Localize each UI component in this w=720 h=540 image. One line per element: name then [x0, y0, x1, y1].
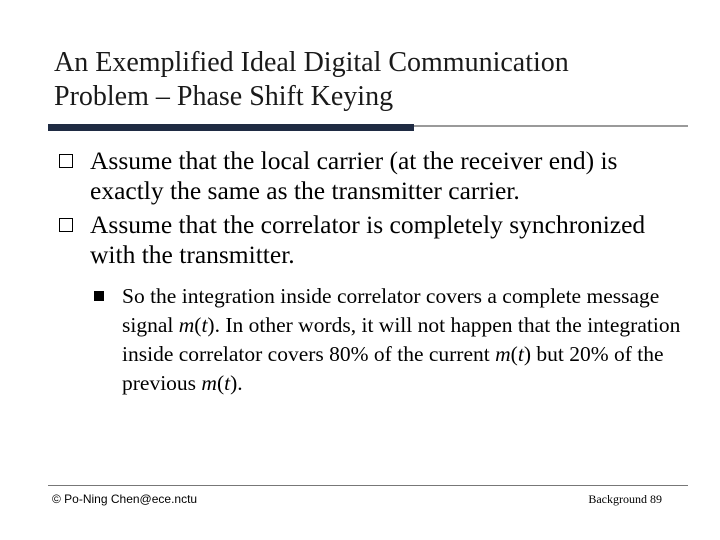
bullet-list — [56, 146, 696, 398]
bullet-text: Assume that the local carrier (at the receiver end) is exactly the same as the transmitter carrier. — [90, 146, 618, 205]
bullet-text: Assume that the correlator is completely synchronized with the transmitter. — [90, 210, 646, 269]
bullet-item — [56, 210, 696, 270]
hollow-square-bullet-icon — [59, 154, 73, 168]
sub-bullet-item — [90, 282, 682, 398]
title-line-2: Problem – Phase Shift Keying — [54, 81, 394, 112]
bullet-item — [56, 146, 696, 206]
slide-title — [54, 46, 674, 114]
footer-page-label: Background 89 — [588, 492, 662, 506]
filled-square-bullet-icon — [94, 291, 104, 301]
title-accent-bar — [48, 124, 414, 131]
footer-divider — [48, 485, 688, 486]
title-line-1: An Exemplified Ideal Digital Communication — [54, 47, 569, 78]
footer-copyright: © Po-Ning Chen@ece.nctu — [52, 492, 198, 506]
hollow-square-bullet-icon — [59, 218, 73, 232]
sub-bullet-text: So the integration inside correlator covers a complete message signal m(t). In other words, it will not happen that the integration inside correlator covers 80% of the current m(t) but 20% of the previous m(t). — [122, 284, 681, 395]
